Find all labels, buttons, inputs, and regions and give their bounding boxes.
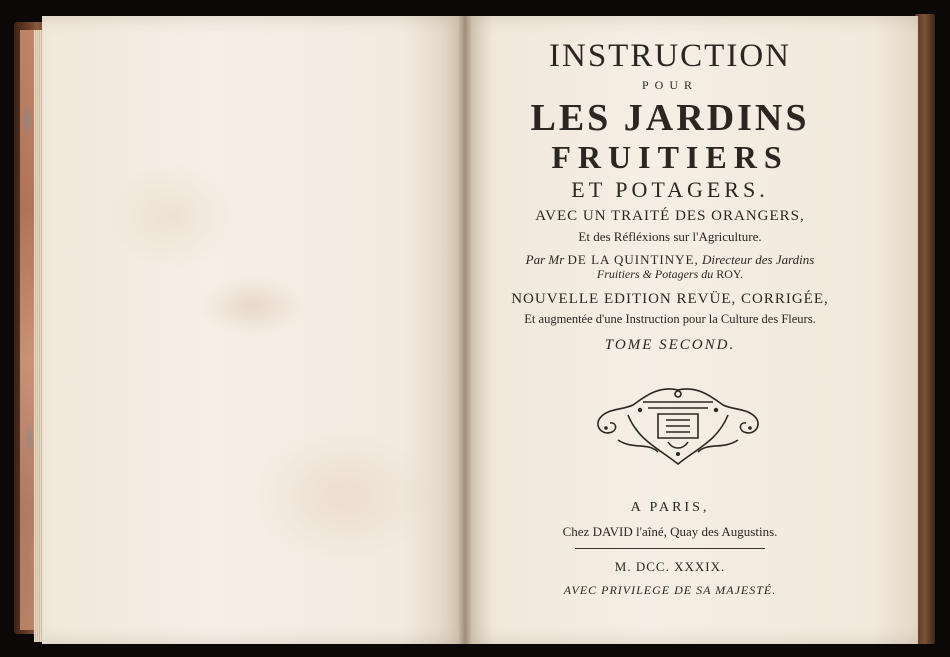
- edition-note: Et augmentée d'une Instruction pour la Culture des Fleurs.: [524, 312, 816, 326]
- author-name: DE LA QUINTINYE,: [567, 252, 699, 267]
- imprint-place: A PARIS,: [630, 500, 710, 515]
- printer-ornament-icon: [588, 380, 768, 470]
- imprint-block: [520, 500, 820, 598]
- author-prefix: Par Mr: [525, 252, 565, 267]
- title-line-pour: POUR: [641, 78, 698, 92]
- author-role-2: Fruitiers & Potagers du: [596, 267, 714, 281]
- author-role-roy: ROY.: [716, 267, 744, 281]
- author-line: [470, 253, 870, 266]
- imprint-rule: [575, 548, 765, 549]
- author-role-line: [470, 268, 870, 280]
- subtitle-orangers: AVEC UN TRAITÉ DES ORANGERS,: [535, 208, 805, 224]
- subtitle-agriculture: Et des Réfléxions sur l'Agriculture.: [578, 229, 762, 244]
- blank-left-page: [42, 16, 466, 644]
- volume-line: TOME SECOND.: [604, 336, 736, 353]
- title-line-les-jardins: LES JARDINS: [530, 97, 810, 139]
- edition-line: NOUVELLE EDITION REVÜE, CORRIGÉE,: [511, 291, 829, 307]
- title-line-et-potagers: ET POTAGERS.: [571, 177, 769, 202]
- author-role-1: Directeur des Jardins: [701, 252, 815, 267]
- book-cover-right: [915, 14, 935, 644]
- imprint-privilege: AVEC PRIVILEGE DE SA MAJESTÉ.: [563, 583, 777, 597]
- imprint-publisher: Chez DAVID l'aîné, Quay des Augustins.: [562, 524, 778, 539]
- title-line-instruction: INSTRUCTION: [549, 38, 791, 74]
- title-block: [470, 40, 870, 353]
- title-line-fruitiers: FRUITIERS: [551, 139, 789, 175]
- imprint-year: M. DCC. XXXIX.: [614, 559, 726, 574]
